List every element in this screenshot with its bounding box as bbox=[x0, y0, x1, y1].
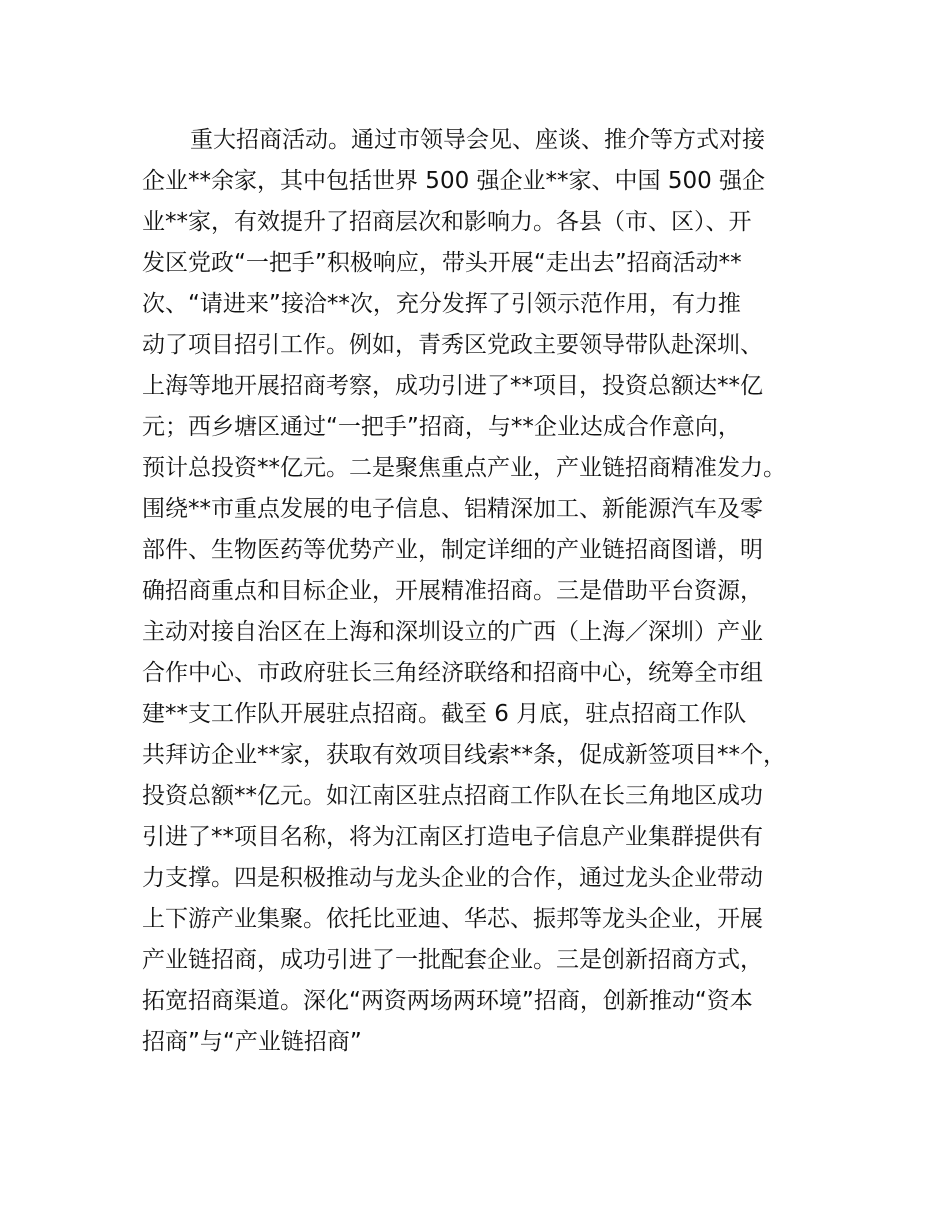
text-line: 力支撑。四是积极推动与龙头企业的合作，通过龙头企业带动 bbox=[142, 865, 763, 891]
text-line: 上下游产业集聚。依托比亚迪、华芯、振邦等龙头企业，开展 bbox=[142, 906, 763, 932]
text-line: 产业链招商，成功引进了一批配套企业。三是创新招商方式， bbox=[142, 947, 763, 973]
text-line: 业**家，有效提升了招商层次和影响力。各县（市、区）、开 bbox=[142, 209, 752, 235]
text-line: 围绕**市重点发展的电子信息、铝精深加工、新能源汽车及零 bbox=[142, 496, 763, 522]
text-line: 引进了**项目名称，将为江南区打造电子信息产业集群提供有 bbox=[142, 824, 763, 850]
text-line: 企业**余家，其中包括世界 500 强企业**家、中国 500 强企 bbox=[142, 168, 766, 194]
text-line: 次、“请进来”接洽**次，充分发挥了引领示范作用，有力推 bbox=[142, 291, 741, 317]
text-line: 动了项目招引工作。例如，青秀区党政主要领导带队赴深圳、 bbox=[142, 332, 763, 358]
text-line: 拓宽招商渠道。深化“两资两场两环境”招商，创新推动“资本 bbox=[142, 988, 753, 1014]
text-line: 重大招商活动。通过市领导会见、座谈、推介等方式对接 bbox=[190, 127, 765, 153]
text-line: 预计总投资**亿元。二是聚焦重点产业，产业链招商精准发力。 bbox=[142, 455, 786, 481]
text-line: 元；西乡塘区通过“一把手”招商，与**企业达成合作意向， bbox=[142, 414, 741, 440]
text-line: 部件、生物医药等优势产业，制定详细的产业链招商图谱，明 bbox=[142, 537, 763, 563]
text-line: 建**支工作队开展驻点招商。截至 6 月底，驻点招商工作队 bbox=[142, 701, 747, 727]
text-line: 主动对接自治区在上海和深圳设立的广西（上海／深圳）产业 bbox=[142, 619, 763, 645]
text-line: 共拜访企业**家，获取有效项目线索**条，促成新签项目**个， bbox=[142, 742, 786, 768]
text-line: 上海等地开展招商考察，成功引进了**项目，投资总额达**亿 bbox=[142, 373, 763, 399]
text-line: 招商”与“产业链招商” bbox=[142, 1029, 362, 1055]
text-line: 发区党政“一把手”积极响应，带头开展“走出去”招商活动** bbox=[142, 250, 742, 276]
text-line: 确招商重点和目标企业，开展精准招商。三是借助平台资源， bbox=[142, 578, 763, 604]
text-line: 合作中心、市政府驻长三角经济联络和招商中心，统筹全市组 bbox=[142, 660, 763, 686]
text-line: 投资总额**亿元。如江南区驻点招商工作队在长三角地区成功 bbox=[142, 783, 763, 809]
